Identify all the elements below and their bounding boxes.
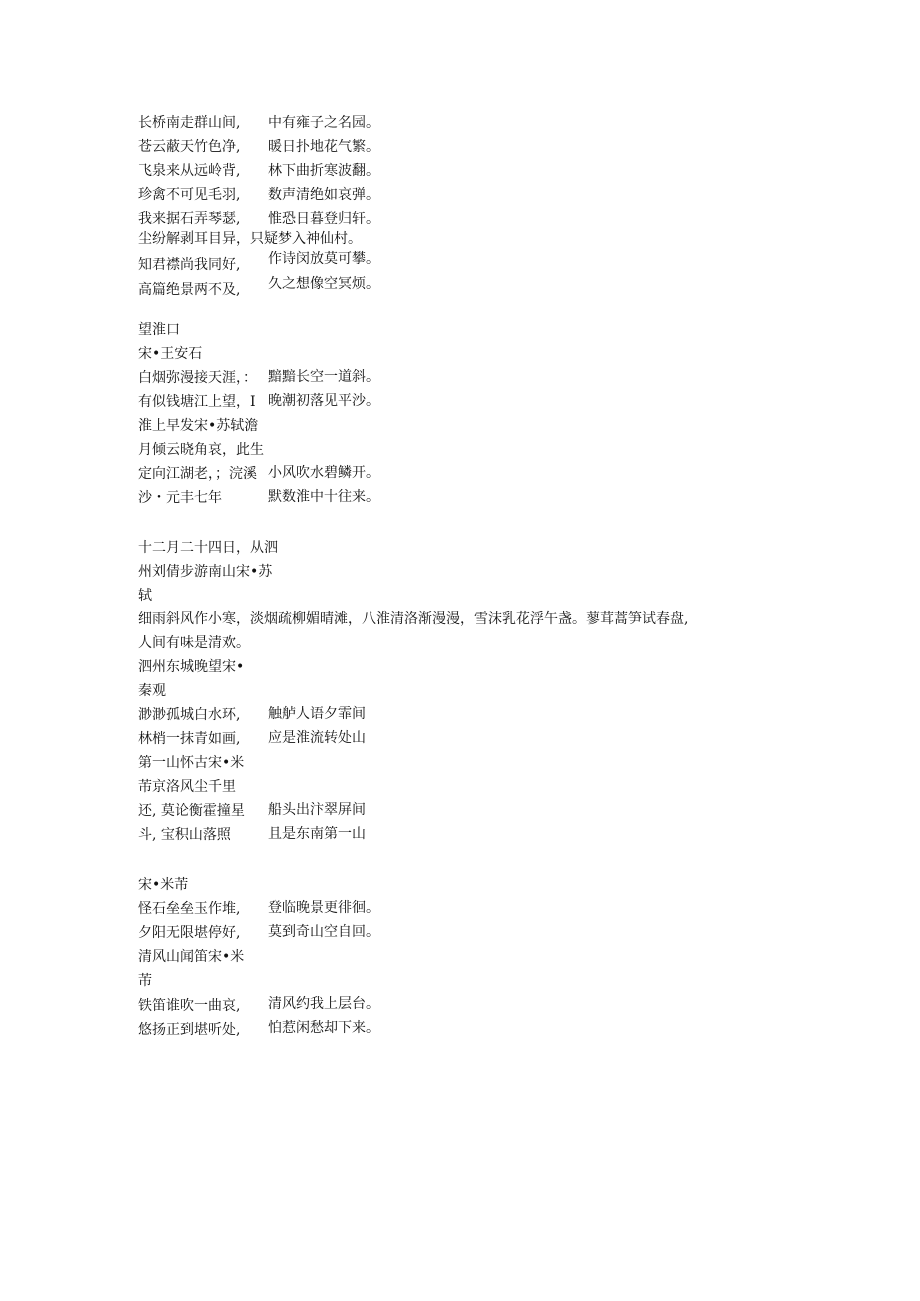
poem-line: 晚潮初落见平沙。 bbox=[268, 393, 380, 409]
poem-line: 飞泉来从远岭背, bbox=[138, 163, 241, 179]
poem-line: 数声清绝如哀弹。 bbox=[268, 187, 380, 203]
poem-line: 珍禽不可见毛羽, bbox=[138, 187, 241, 203]
poem-title: 州刘倩步游南山宋•苏 bbox=[138, 564, 273, 580]
poem-line: 悠扬正到堪听处, bbox=[138, 1022, 241, 1038]
poem-line: 定向江湖老，；浣溪 bbox=[138, 466, 257, 482]
poem-author: 秦观 bbox=[138, 683, 166, 699]
poem-line: 暖日扑地花气繁。 bbox=[268, 139, 380, 155]
poem-line: 我来据石弄琴瑟, bbox=[138, 211, 241, 227]
poem-line: 船头出汴翠屏间 bbox=[268, 802, 366, 818]
poem-author: 芾 bbox=[138, 973, 152, 989]
poem-line: 怪石垒垒玉作堆, bbox=[138, 901, 241, 917]
poem-line: 惟恐日暮登归轩。 bbox=[268, 211, 380, 227]
poem-line: 触舻人语夕霏间 bbox=[268, 706, 366, 722]
poem-line: 且是东南第一山 bbox=[268, 826, 366, 842]
poem-line: 还, 莫论衡霍撞星 bbox=[138, 803, 245, 819]
poem-line: 白烟弥漫接天涯，： bbox=[138, 370, 257, 386]
poem-line: 铁笛谁吹一曲哀, bbox=[138, 998, 241, 1014]
poem-line: 夕阳无限堪停好, bbox=[138, 925, 241, 941]
poem-line: 林梢一抹青如画, bbox=[138, 731, 241, 747]
poem-line: 作诗闵放莫可攀。 bbox=[268, 251, 380, 267]
poem-line: 清风约我上层台。 bbox=[268, 996, 380, 1012]
poem-line: 小风吹水碧鳞开。 bbox=[268, 465, 380, 481]
poem-title: 清风山闻笛宋•米 bbox=[138, 949, 245, 965]
poem-author: 宋•王安石 bbox=[138, 346, 203, 362]
poem-line: 尘纷解剥耳目异，只疑梦入神仙村。 bbox=[138, 231, 362, 247]
poem-line: 默数淮中十往来。 bbox=[268, 489, 380, 505]
poem-title: 泗州东城晚望宋• bbox=[138, 659, 245, 675]
poem-title: 淮上早发宋•苏轼澹 bbox=[138, 418, 259, 434]
poem-author: 宋•米芾 bbox=[138, 877, 189, 893]
poem-line: 黯黯长空一道斜。 bbox=[268, 369, 380, 385]
poem-line: 月倾云晓角哀，此生 bbox=[138, 442, 264, 458]
poem-line: 斗, 宝积山落照 bbox=[138, 827, 231, 843]
poem-line: 有似钱塘江上望，I bbox=[138, 394, 256, 410]
poem-line: 沙・元丰七年 bbox=[138, 490, 222, 506]
poem-body: 细雨斜风作小寒，淡烟疏柳媚晴滩，八淮清洛渐漫漫，雪沫乳花浮午盏。蓼茸蒿笋试春盘, bbox=[138, 611, 689, 627]
poem-line: 应是淮流转处山 bbox=[268, 730, 366, 746]
poem-title: 十二月二十四日，从泗 bbox=[138, 540, 278, 556]
poem-title: 轼 bbox=[138, 588, 152, 604]
poem-line: 芾京洛风尘千里 bbox=[138, 779, 236, 795]
poem-line: 高篇绝景两不及, bbox=[138, 282, 241, 298]
poem-line: 久之想像空冥烦。 bbox=[268, 276, 380, 292]
poem-line: 莫到奇山空自回。 bbox=[268, 924, 380, 940]
poem-line: 知君襟尚我同好, bbox=[138, 257, 241, 273]
poem-line: 林下曲折寒波翻。 bbox=[268, 163, 380, 179]
poem-title: 第一山怀古宋•米 bbox=[138, 755, 245, 771]
poem-line: 怕惹闲愁却下来。 bbox=[268, 1020, 380, 1036]
poem-body: 人间有味是清欢。 bbox=[138, 635, 250, 651]
poem-line: 中有雍子之名园。 bbox=[268, 115, 380, 131]
poem-line: 苍云蔽天竹色净, bbox=[138, 139, 241, 155]
poem-line: 长桥南走群山间, bbox=[138, 115, 241, 131]
poem-line: 登临晚景更徘徊。 bbox=[268, 900, 380, 916]
poem-line: 渺渺孤城白水环, bbox=[138, 707, 241, 723]
poem-title: 望淮口 bbox=[138, 322, 180, 338]
